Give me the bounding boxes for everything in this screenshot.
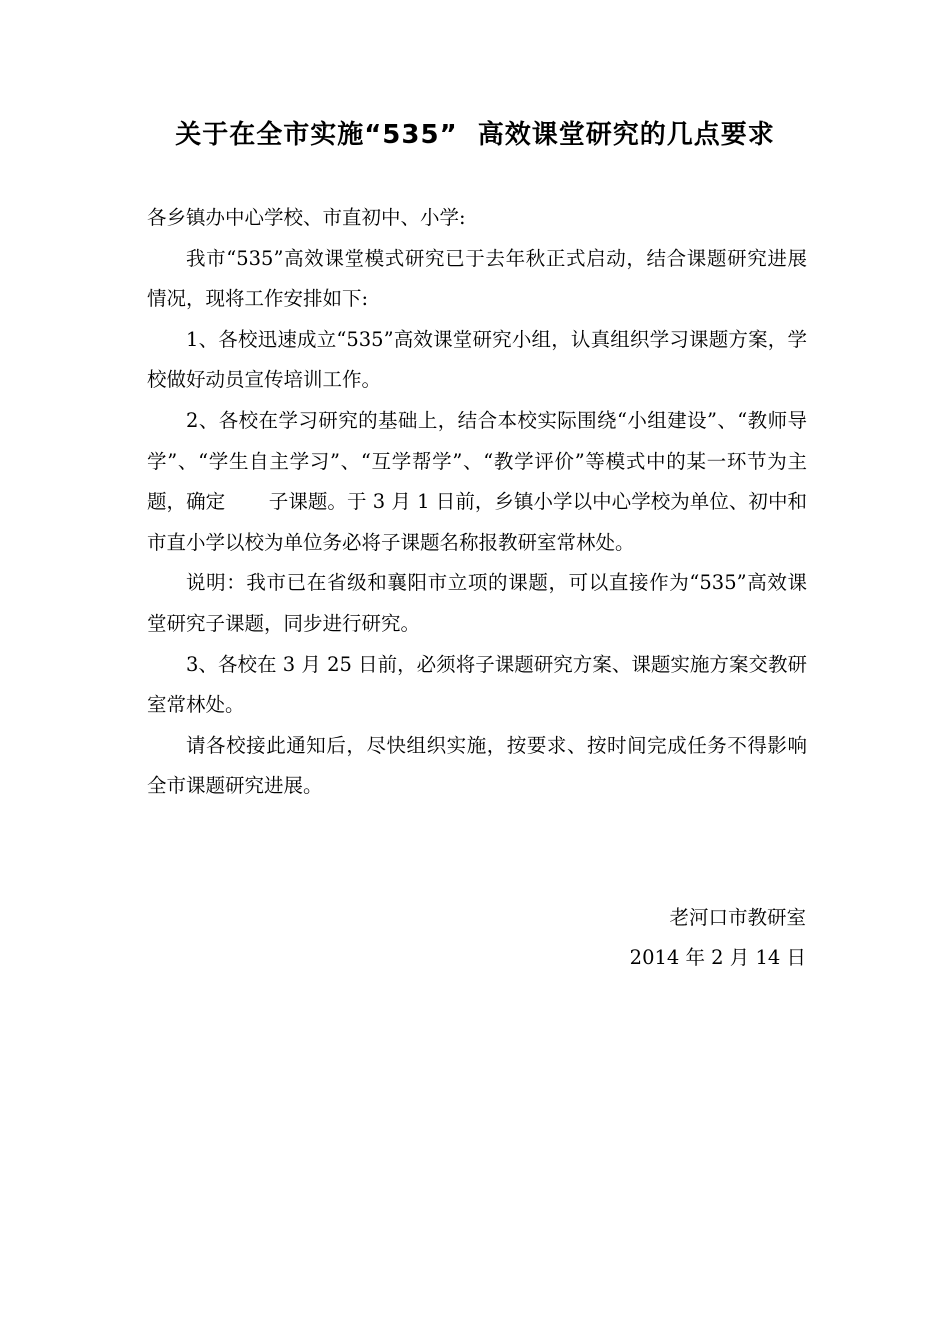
- document-body: [147, 198, 807, 807]
- note-paragraph: 说明：我市已在省级和襄阳市立项的课题，可以直接作为“535”高效课堂研究子课题，同步进行研究。: [147, 571, 807, 635]
- signature-organization: 老河口市教研室: [669, 906, 806, 929]
- item-3-paragraph: 3、各校在 3 月 25 日前，必须将子课题研究方案、课题实施方案交教研室常林处。: [147, 652, 807, 717]
- item-2-paragraph: 2、各校在学习研究的基础上，结合本校实际围绕“小组建设”、“教师导学”、“学生自主学习”、“互学帮学”、“教学评价”等模式中的某一环节为主题，确定 子课题。于 3 月 1 日前，乡镇小学以中心学校为单位、初中和市直小学以校为单位务必将子课题名称报教研室常林处。: [147, 408, 807, 554]
- signature-date: 2014 年 2 月 14 日: [629, 946, 806, 969]
- intro-paragraph: 我市“535”高效课堂模式研究已于去年秋正式启动，结合课题研究进展情况，现将工作安排如下:: [147, 246, 807, 311]
- item-1-paragraph: 1、各校迅速成立“535”高效课堂研究小组，认真组织学习课题方案，学校做好动员宣传培训工作。: [147, 327, 807, 392]
- salutation: 各乡镇办中心学校、市直初中、小学:: [147, 206, 466, 229]
- closing-paragraph: 请各校接此通知后，尽快组织实施，按要求、按时间完成任务不得影响全市课题研究进展。: [147, 733, 807, 798]
- document-title: 关于在全市实施“535” 高效课堂研究的几点要求: [175, 120, 775, 150]
